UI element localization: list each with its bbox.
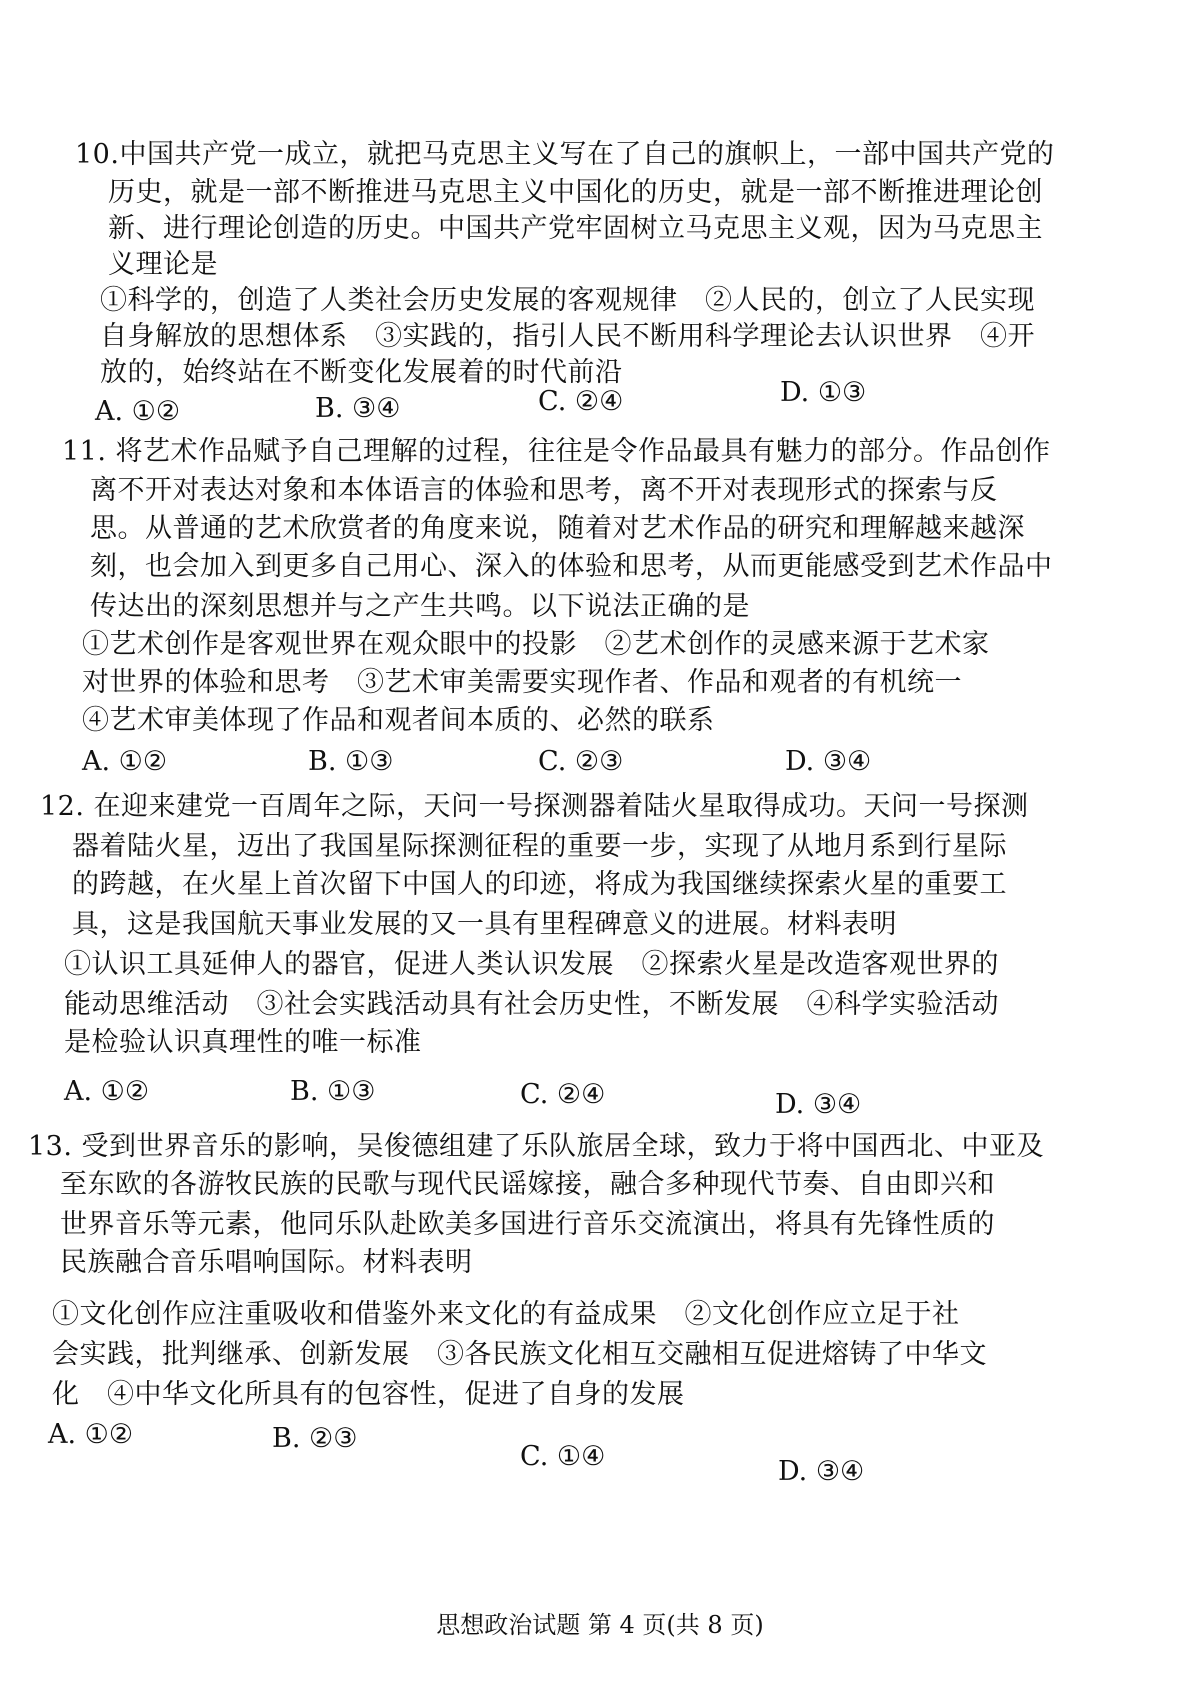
question-line: 历史，就是一部不断推进马克思主义中国化的历史，就是一部不断推进理论创 [108, 177, 1043, 208]
question-line: 至东欧的各游牧民族的民歌与现代民谣嫁接，融合多种现代节奏、自由即兴和 [60, 1169, 995, 1200]
option-a: A. ①② [48, 1419, 134, 1450]
option-b: B. ①③ [290, 1076, 376, 1107]
question-line: 13. 受到世界音乐的影响，吴俊德组建了乐队旅居全球，致力于将中国西北、中亚及 [28, 1131, 1045, 1162]
option-d: D. ③④ [785, 746, 872, 777]
question-line: 离不开对表达对象和本体语言的体验和思考，离不开对表现形式的探索与反 [90, 475, 998, 506]
option-d: D. ③④ [775, 1089, 862, 1120]
question-line: 自身解放的思想体系 ③实践的，指引人民不断用科学理论去认识世界 ④开 [100, 321, 1035, 352]
question-line: 器着陆火星，迈出了我国星际探测征程的重要一步，实现了从地月系到行星际 [72, 831, 1007, 862]
option-b: B. ①③ [308, 746, 394, 777]
question-line: 具，这是我国航天事业发展的又一具有里程碑意义的进展。材料表明 [72, 909, 897, 940]
option-d: D. ①③ [780, 377, 867, 408]
question-line: 传达出的深刻思想并与之产生共鸣。以下说法正确的是 [90, 591, 750, 622]
question-line: 能动思维活动 ③社会实践活动具有社会历史性，不断发展 ④科学实验活动 [64, 989, 999, 1020]
question-line: 10.中国共产党一成立，就把马克思主义写在了自己的旗帜上，一部中国共产党的 [75, 139, 1055, 170]
option-c: C. ②③ [538, 746, 624, 777]
question-line: 对世界的体验和思考 ③艺术审美需要实现作者、作品和观者的有机统一 [82, 667, 962, 698]
question-line: ①文化创作应注重吸收和借鉴外来文化的有益成果 ②文化创作应立足于社 [52, 1299, 960, 1330]
question-line: 刻，也会加入到更多自己用心、深入的体验和思考，从而更能感受到艺术作品中 [90, 551, 1053, 582]
option-d: D. ③④ [778, 1456, 865, 1487]
question-line: ①科学的，创造了人类社会历史发展的客观规律 ②人民的，创立了人民实现 [100, 285, 1035, 316]
question-line: 的跨越，在火星上首次留下中国人的印迹，将成为我国继续探索火星的重要工 [72, 869, 1007, 900]
question-line: 新、进行理论创造的历史。中国共产党牢固树立马克思主义观，因为马克思主 [108, 213, 1043, 244]
question-line: ①认识工具延伸人的器官，促进人类认识发展 ②探索火星是改造客观世界的 [64, 949, 999, 980]
question-line: ①艺术创作是客观世界在观众眼中的投影 ②艺术创作的灵感来源于艺术家 [82, 629, 990, 660]
option-a: A. ①② [82, 746, 168, 777]
question-line: 11. 将艺术作品赋予自己理解的过程，往往是令作品最具有魅力的部分。作品创作 [62, 436, 1051, 467]
question-line: 世界音乐等元素，他同乐队赴欧美多国进行音乐交流演出，将具有先锋性质的 [60, 1209, 995, 1240]
option-c: C. ①④ [520, 1441, 606, 1472]
option-c: C. ②④ [520, 1079, 606, 1110]
question-line: 化 ④中华文化所具有的包容性，促进了自身的发展 [52, 1379, 685, 1410]
question-line: 思。从普通的艺术欣赏者的角度来说，随着对艺术作品的研究和理解越来越深 [90, 513, 1025, 544]
option-c: C. ②④ [538, 386, 624, 417]
question-line: 民族融合音乐唱响国际。材料表明 [60, 1247, 473, 1278]
option-b: B. ③④ [315, 393, 401, 424]
question-line: 会实践，批判继承、创新发展 ③各民族文化相互交融相互促进熔铸了中华文 [52, 1339, 987, 1370]
question-line: 义理论是 [108, 249, 218, 280]
question-line: ④艺术审美体现了作品和观者间本质的、必然的联系 [82, 705, 715, 736]
question-line: 放的，始终站在不断变化发展着的时代前沿 [100, 357, 623, 388]
option-a: A. ①② [95, 396, 181, 427]
option-b: B. ②③ [272, 1423, 358, 1454]
question-line: 12. 在迎来建党一百周年之际，天问一号探测器着陆火星取得成功。天问一号探测 [40, 791, 1029, 822]
page-footer: 思想政治试题 第 4 页(共 8 页) [436, 1611, 764, 1639]
question-line: 是检验认识真理性的唯一标准 [64, 1027, 422, 1058]
option-a: A. ①② [64, 1076, 150, 1107]
